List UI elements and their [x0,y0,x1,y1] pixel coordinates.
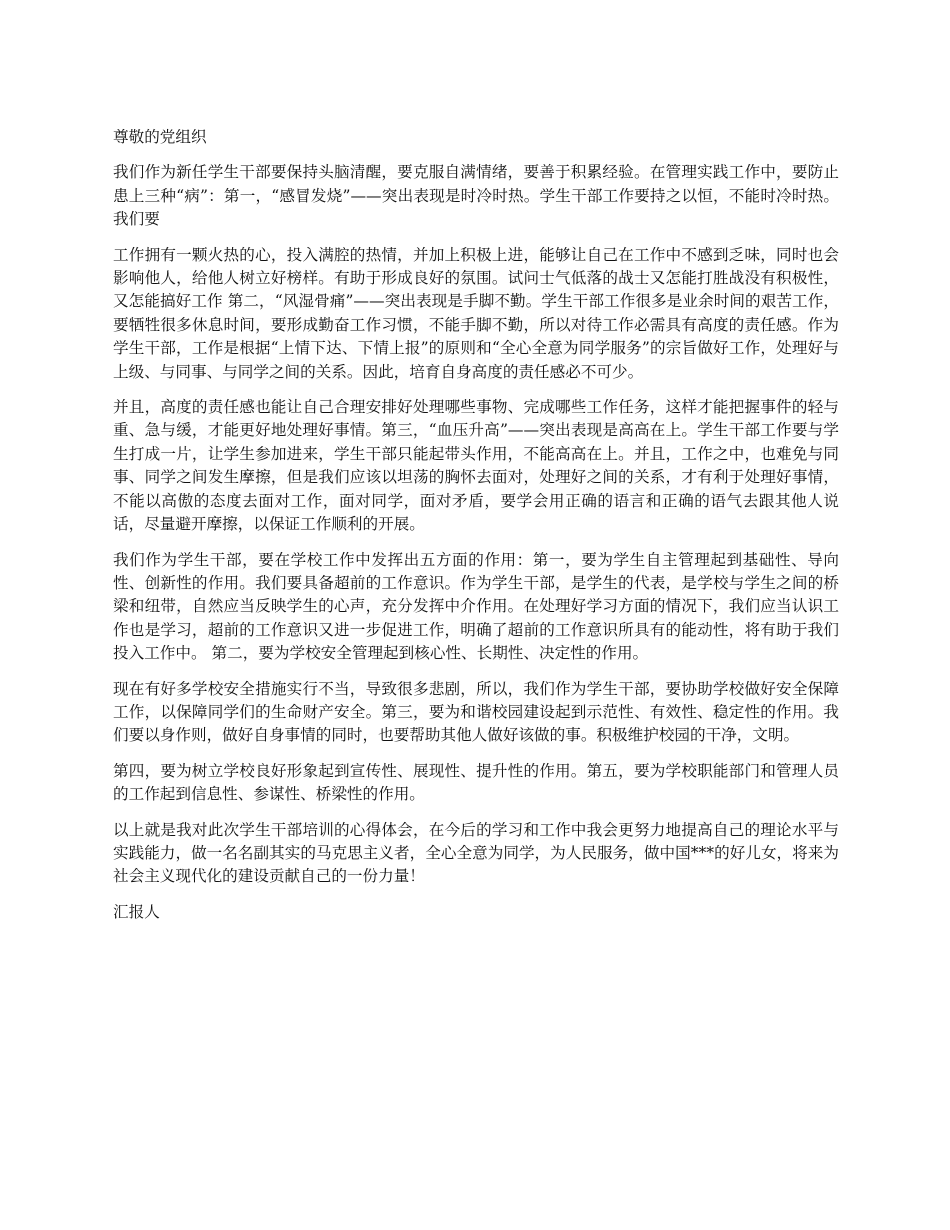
document-body [113,126,839,924]
paragraph-5: 现在有好多学校安全措施实行不当，导致很多悲剧，所以，我们作为学生干部，要协助学校做好安全保障工作，以保障同学们的生命财产安全。第三，要为和谐校园建设起到示范性、有效性、稳定性的作用。我们要以身作则，做好自身事情的同时，也要帮助其他人做好该做的事。积极维护校园的干净，文明。 [113,679,839,745]
paragraph-2: 工作拥有一颗火热的心，投入满腔的热情，并加上积极上进，能够让自己在工作中不感到乏味，同时也会影响他人，给他人树立好榜样。有助于形成良好的氛围。试问士气低落的战士又怎能打胜战没有积极性，又怎能搞好工作 第二，“风湿骨痛”——突出表现是手脚不勤。学生干部工作很多是业余时间的艰苦工作，要牺牲很多休息时间，要形成勤奋工作习惯，不能手脚不勤，所以对待工作必需具有高度的责任感。作为学生干部，工作是根据“上情下达、下情上报”的原则和“全心全意为同学服务”的宗旨做好工作，处理好与上级、与同事、与同学之间的关系。因此，培育自身高度的责任感必不可少。 [113,245,839,381]
paragraph-4: 我们作为学生干部，要在学校工作中发挥出五方面的作用：第一，要为学生自主管理起到基础性、导向性、创新性的作用。我们要具备超前的工作意识。作为学生干部，是学生的代表，是学校与学生之间的桥梁和纽带，自然应当反映学生的心声，充分发挥中介作用。在处理好学习方面的情况下，我们应当认识工作也是学习，超前的工作意识又进一步促进工作，明确了超前的工作意识所具有的能动性，将有助于我们投入工作中。 第二，要为学校安全管理起到核心性、长期性、决定性的作用。 [113,550,839,663]
salutation: 尊敬的党组织 [113,128,207,146]
paragraph-6: 第四，要为树立学校良好形象起到宣传性、展现性、提升性的作用。第五，要为学校职能部门和管理人员的工作起到信息性、参谋性、桥梁性的作用。 [113,761,839,804]
paragraph-1: 我们作为新任学生干部要保持头脑清醒，要克服自满情绪，要善于积累经验。在管理实践工作中，要防止患上三种“病”：第一，“感冒发烧”——突出表现是时冷时热。学生干部工作要持之以恒，不能时冷时热。我们要 [113,163,839,229]
signature: 汇报人 [113,902,160,921]
paragraph-3: 并且，高度的责任感也能让自己合理安排好处理哪些事物、完成哪些工作任务，这样才能把握事件的轻与重、急与缓，才能更好地处理好事情。第三，“血压升高”——突出表现是高高在上。学生干部工作要与学生打成一片，让学生参加进来，学生干部只能起带头作用，不能高高在上。并且，工作之中，也难免与同事、同学之间发生摩擦，但是我们应该以坦荡的胸怀去面对，处理好之间的关系，才有利于处理好事情，不能以高傲的态度去面对工作，面对同学，面对矛盾，要学会用正确的语言和正确的语气去跟其他人说话，尽量避开摩擦，以保证工作顺利的开展。 [113,398,839,534]
paragraph-7: 以上就是我对此次学生干部培训的心得体会，在今后的学习和工作中我会更努力地提高自己的理论水平与实践能力，做一名名副其实的马克思主义者，全心全意为同学，为人民服务，做中国***的好儿女，将来为社会主义现代化的建设贡献自己的一份力量！ [113,820,839,886]
